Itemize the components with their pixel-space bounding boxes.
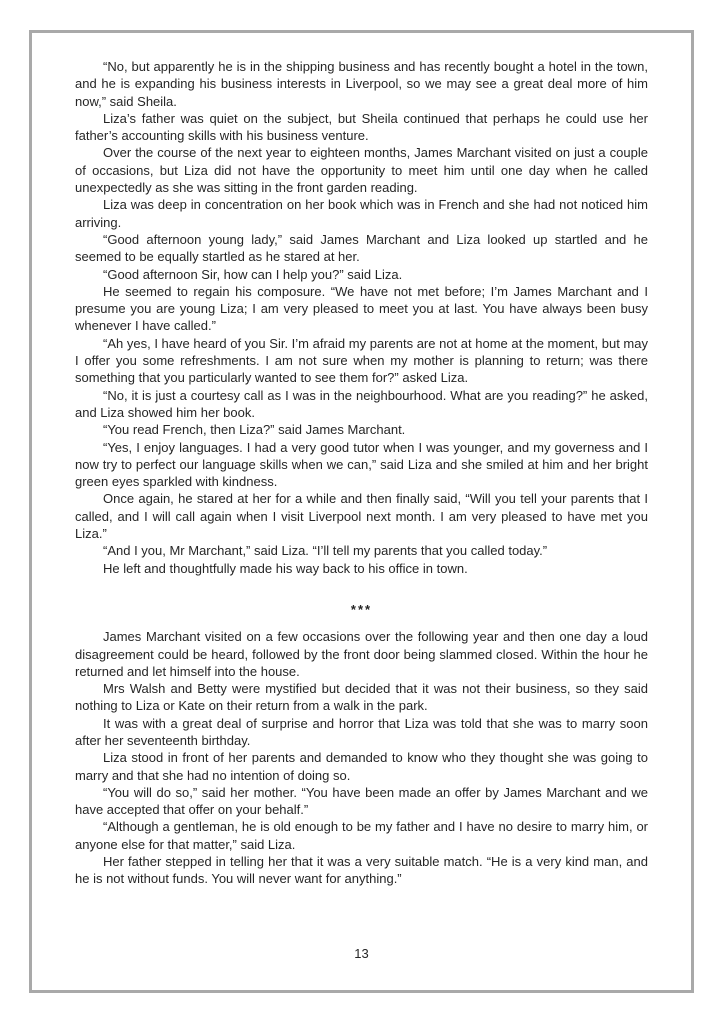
story-section-2 — [75, 628, 648, 887]
paragraph: “You read French, then Liza?” said James Marchant. — [103, 422, 406, 438]
page-number: 13 — [354, 946, 369, 961]
paragraph: Liza was deep in concentration on her book which was in French and she had not noticed him arriving. — [75, 197, 648, 230]
paragraph: He left and thoughtfully made his way back to his office in town. — [103, 560, 468, 576]
scene-divider: *** — [350, 601, 373, 617]
paragraph: “No, it is just a courtesy call as I was in the neighbourhood. What are you reading?” he asked, and Liza showed him her book. — [75, 387, 648, 420]
paragraph: It was with a great deal of surprise and horror that Liza was told that she was to marry soon after her seventeenth birthday. — [75, 715, 648, 748]
paragraph: Liza’s father was quiet on the subject, but Sheila continued that perhaps he could use her father’s accounting skills with his business venture. — [75, 110, 648, 144]
paragraph: Liza stood in front of her parents and demanded to know who they thought she was going to marry and that she had no intention of doing so. — [75, 750, 648, 783]
paragraph: Over the course of the next year to eighteen months, James Marchant visited on just a couple of occasions, but Liza did not have the opportunity to meet him until one day when he called unexpectedly as she was sitting in the front garden reading. — [75, 145, 648, 196]
paragraph: Once again, he stared at her for a while and then finally said, “Will you tell your parents that I called, and I will call again when I visit Liverpool next month. I am very pleased to have met you Liza.” — [75, 491, 648, 542]
paragraph: Mrs Walsh and Betty were mystified but decided that it was not their business, so they said nothing to Liza or Kate on their return from a walk in the park. — [75, 681, 648, 714]
paragraph: “No, but apparently he is in the shipping business and has recently bought a hotel in the town, and he is expanding his business interests in Liverpool, so we may see a great deal more of him now,” said Sheila. — [75, 59, 648, 109]
page-content — [75, 58, 648, 888]
paragraph: “Yes, I enjoy languages. I had a very good tutor when I was younger, and my governess and I now try to perfect our language skills when we can,” said Liza and she smiled at him and her bright green eyes sparkled with kindness. — [75, 439, 648, 490]
story-section-1 — [75, 58, 648, 577]
paragraph: “Good afternoon Sir, how can I help you?” said Liza. — [103, 266, 403, 282]
paragraph: “And I you, Mr Marchant,” said Liza. “I’ll tell my parents that you called today.” — [103, 543, 548, 559]
paragraph: “Although a gentleman, he is old enough to be my father and I have no desire to marry him, or anyone else for that matter,” said Liza. — [75, 819, 648, 852]
paragraph: He seemed to regain his composure. “We have not met before; I’m James Marchant and I presume you are young Liza; I am very pleased to meet you at last. You have always been busy whenever I have called.” — [75, 283, 648, 334]
paragraph: Her father stepped in telling her that it was a very suitable match. “He is a very kind man, and he is not without funds. You will never want for anything.” — [75, 854, 648, 887]
paragraph: “Good afternoon young lady,” said James Marchant and Liza looked up startled and he seemed to be equally startled as he stared at her. — [75, 231, 648, 265]
paragraph: “You will do so,” said her mother. “You have been made an offer by James Marchant and we have accepted that offer on your behalf.” — [75, 784, 648, 818]
paragraph: “Ah yes, I have heard of you Sir. I’m afraid my parents are not at home at the moment, but may I offer you some refreshments. I am not sure when my mother is planning to return; was there something that you particularly wanted to see them for?” asked Liza. — [75, 335, 648, 386]
paragraph: James Marchant visited on a few occasions over the following year and then one day a loud disagreement could be heard, followed by the front door being slammed closed. Within the hour he returned and let himself into the house. — [75, 629, 648, 679]
